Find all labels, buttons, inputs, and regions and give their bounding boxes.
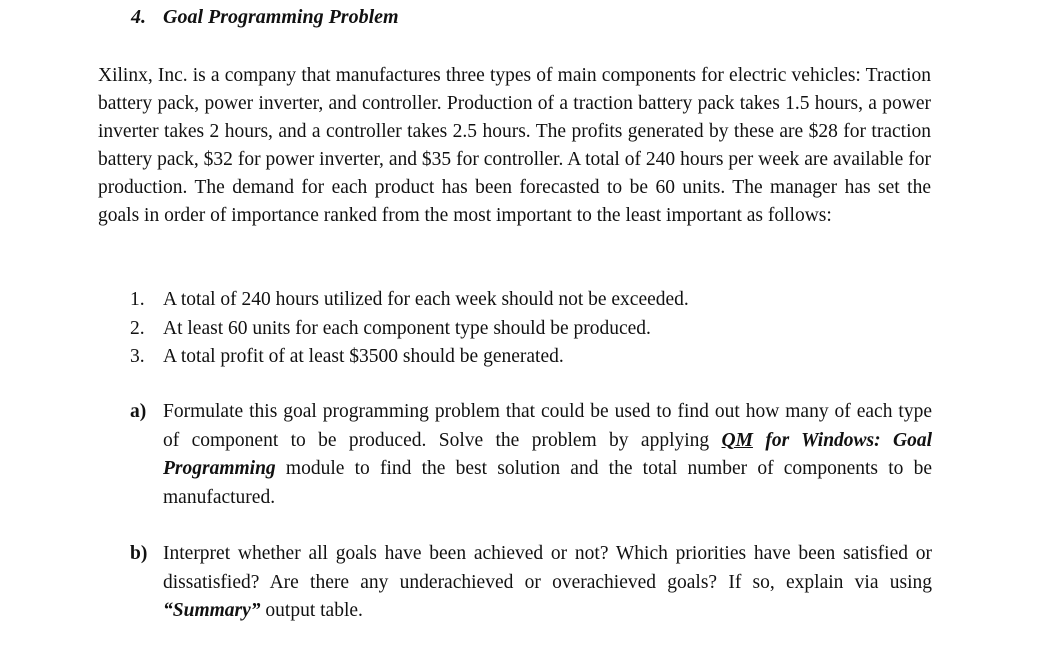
question-b-text <box>163 540 932 626</box>
problem-heading <box>131 5 399 29</box>
question-a-rest: module to find the best solution and the total number of components to be manufactured. <box>163 458 932 508</box>
goal-number: 3. <box>130 346 145 367</box>
goals-list <box>130 286 930 372</box>
problem-number: 4. <box>131 6 146 28</box>
software-abbrev: QM <box>721 429 753 451</box>
goal-text: A total of 240 hours utilized for each week should not be exceeded. <box>163 289 689 310</box>
software-module-name: for Windows: Goal Programming <box>163 429 932 479</box>
goal-number: 2. <box>130 317 145 339</box>
problem-title: Goal Programming Problem <box>163 6 399 28</box>
question-a-label: a) <box>130 401 147 422</box>
question-a <box>130 398 932 512</box>
goal-item <box>130 343 930 372</box>
question-b <box>130 540 932 626</box>
question-b-intro: Interpret whether all goals have been achieved or not? Which priorities have been satisfied or dissatisfied? Are there any underachieved or overachieved goals? If so, explain via using <box>163 543 932 593</box>
question-a-intro: Formulate this goal programming problem that could be used to find out how many of each type of component to be produced. Solve the problem by applying <box>163 401 932 451</box>
goal-text: A total profit of at least $3500 should be generated. <box>163 346 564 367</box>
goal-item <box>130 315 930 344</box>
goal-item <box>130 286 930 315</box>
question-b-rest: output table. <box>260 600 363 621</box>
problem-description: Xilinx, Inc. is a company that manufactures three types of main components for electric vehicles: Traction battery pack, power inverter, and controller. Production of a traction battery pack takes 1.5 hours, a power inverter takes 2 hours, and a controller takes 2.5 hours. The profits generated by these are $28 for traction battery pack, $32 for power inverter, and $35 for controller. A total of 240 hours per week are available for production. The demand for each product has been forecasted to be 60 units. The manager has set the goals in order of importance ranked from the most important to the least important as follows: <box>98 65 931 226</box>
summary-table-name: “Summary” <box>163 600 261 621</box>
question-a-text <box>163 398 932 512</box>
goal-number: 1. <box>130 289 145 310</box>
goal-text: At least 60 units for each component type should be produced. <box>163 317 651 339</box>
question-b-label: b) <box>130 543 148 564</box>
